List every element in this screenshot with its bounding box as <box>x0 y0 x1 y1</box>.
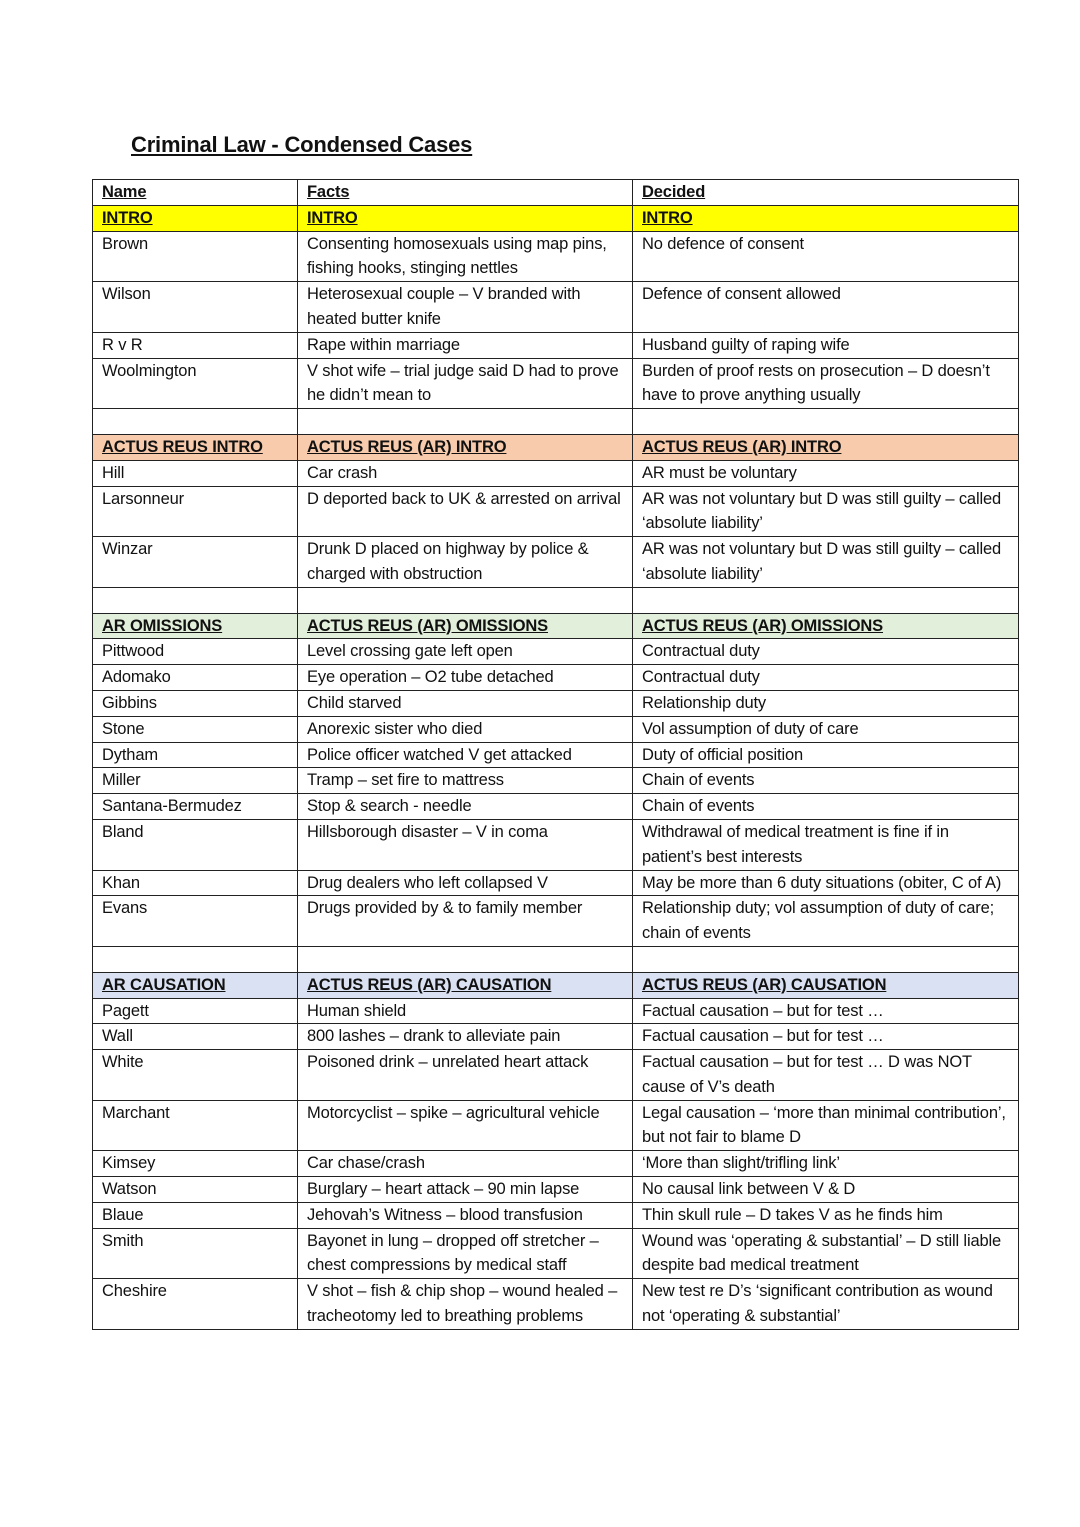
case-decided: Chain of events <box>633 794 1019 820</box>
case-name: Watson <box>93 1177 298 1203</box>
spacer-row <box>93 409 1019 435</box>
case-row <box>93 716 1019 742</box>
case-facts: Eye operation – O2 tube detached <box>298 665 633 691</box>
case-facts: Police officer watched V get attacked <box>298 742 633 768</box>
case-decided: Contractual duty <box>633 639 1019 665</box>
case-facts: Drug dealers who left collapsed V <box>298 870 633 896</box>
case-decided: Chain of events <box>633 768 1019 794</box>
case-name: Wilson <box>93 282 298 333</box>
case-facts: Drugs provided by & to family member <box>298 896 633 947</box>
empty-cell <box>633 946 1019 972</box>
case-name: Hill <box>93 460 298 486</box>
case-name: R v R <box>93 332 298 358</box>
case-facts: Stop & search - needle <box>298 794 633 820</box>
case-row <box>93 282 1019 333</box>
case-row <box>93 1100 1019 1151</box>
cases-table <box>92 179 1019 1330</box>
case-facts: Heterosexual couple – V branded with heated butter knife <box>298 282 633 333</box>
case-name: Kimsey <box>93 1151 298 1177</box>
case-row <box>93 1202 1019 1228</box>
case-facts: Car chase/crash <box>298 1151 633 1177</box>
case-decided: Relationship duty <box>633 690 1019 716</box>
case-name: Winzar <box>93 537 298 588</box>
case-decided: Contractual duty <box>633 665 1019 691</box>
case-facts: Child starved <box>298 690 633 716</box>
case-row <box>93 1228 1019 1279</box>
section-header-decided: INTRO <box>633 205 1019 231</box>
section-header-row <box>93 434 1019 460</box>
case-row <box>93 742 1019 768</box>
section-header-name: AR OMISSIONS <box>93 613 298 639</box>
case-facts: Anorexic sister who died <box>298 716 633 742</box>
case-facts: Motorcyclist – spike – agricultural vehicle <box>298 1100 633 1151</box>
case-row <box>93 1177 1019 1203</box>
case-facts: V shot wife – trial judge said D had to prove he didn’t mean to <box>298 358 633 409</box>
empty-cell <box>93 946 298 972</box>
case-facts: Human shield <box>298 998 633 1024</box>
case-name: Khan <box>93 870 298 896</box>
case-row <box>93 231 1019 282</box>
empty-cell <box>298 587 633 613</box>
case-facts: Level crossing gate left open <box>298 639 633 665</box>
section-header-decided: ACTUS REUS (AR) OMISSIONS <box>633 613 1019 639</box>
case-name: Woolmington <box>93 358 298 409</box>
case-decided: No defence of consent <box>633 231 1019 282</box>
case-row <box>93 639 1019 665</box>
case-decided: Thin skull rule – D takes V as he finds him <box>633 1202 1019 1228</box>
case-decided: Vol assumption of duty of care <box>633 716 1019 742</box>
case-row <box>93 768 1019 794</box>
empty-cell <box>633 587 1019 613</box>
section-header-name: ACTUS REUS INTRO <box>93 434 298 460</box>
case-decided: Defence of consent allowed <box>633 282 1019 333</box>
case-name: Miller <box>93 768 298 794</box>
section-header-decided: ACTUS REUS (AR) CAUSATION <box>633 972 1019 998</box>
section-header-row <box>93 972 1019 998</box>
case-facts: Rape within marriage <box>298 332 633 358</box>
case-name: Stone <box>93 716 298 742</box>
case-name: Brown <box>93 231 298 282</box>
case-name: Dytham <box>93 742 298 768</box>
case-facts: Burglary – heart attack – 90 min lapse <box>298 1177 633 1203</box>
case-decided: Factual causation – but for test … <box>633 1024 1019 1050</box>
case-row <box>93 896 1019 947</box>
case-decided: AR must be voluntary <box>633 460 1019 486</box>
empty-cell <box>93 587 298 613</box>
case-row <box>93 1279 1019 1330</box>
section-header-row <box>93 205 1019 231</box>
case-decided: Legal causation – ‘more than minimal contribution’, but not fair to blame D <box>633 1100 1019 1151</box>
case-name: Evans <box>93 896 298 947</box>
case-row <box>93 537 1019 588</box>
case-decided: New test re D’s ‘significant contribution as wound not ‘operating & substantial’ <box>633 1279 1019 1330</box>
case-row <box>93 819 1019 870</box>
case-row <box>93 794 1019 820</box>
case-facts: Car crash <box>298 460 633 486</box>
case-facts: Bayonet in lung – dropped off stretcher – chest compressions by medical staff <box>298 1228 633 1279</box>
case-row <box>93 998 1019 1024</box>
case-row <box>93 1024 1019 1050</box>
empty-cell <box>298 409 633 435</box>
section-header-facts: ACTUS REUS (AR) OMISSIONS <box>298 613 633 639</box>
case-decided: Relationship duty; vol assumption of duty of care; chain of events <box>633 896 1019 947</box>
case-facts: V shot – fish & chip shop – wound healed – tracheotomy led to breathing problems <box>298 1279 633 1330</box>
case-facts: Drunk D placed on highway by police & charged with obstruction <box>298 537 633 588</box>
case-row <box>93 1151 1019 1177</box>
case-decided: No causal link between V & D <box>633 1177 1019 1203</box>
column-header-facts: Facts <box>298 180 633 206</box>
case-row <box>93 1050 1019 1101</box>
case-decided: Burden of proof rests on prosecution – D doesn’t have to prove anything usually <box>633 358 1019 409</box>
case-facts: D deported back to UK & arrested on arrival <box>298 486 633 537</box>
case-name: Pagett <box>93 998 298 1024</box>
column-header-name: Name <box>93 180 298 206</box>
case-facts: Tramp – set fire to mattress <box>298 768 633 794</box>
section-header-facts: INTRO <box>298 205 633 231</box>
case-name: Adomako <box>93 665 298 691</box>
case-name: Wall <box>93 1024 298 1050</box>
case-facts: Hillsborough disaster – V in coma <box>298 819 633 870</box>
case-name: Smith <box>93 1228 298 1279</box>
section-header-facts: ACTUS REUS (AR) CAUSATION <box>298 972 633 998</box>
empty-cell <box>93 409 298 435</box>
empty-cell <box>298 946 633 972</box>
case-decided: Duty of official position <box>633 742 1019 768</box>
case-row <box>93 332 1019 358</box>
case-decided: ‘More than slight/trifling link’ <box>633 1151 1019 1177</box>
case-name: Gibbins <box>93 690 298 716</box>
case-decided: Factual causation – but for test … D was NOT cause of V’s death <box>633 1050 1019 1101</box>
case-row <box>93 486 1019 537</box>
case-name: Marchant <box>93 1100 298 1151</box>
case-facts: 800 lashes – drank to alleviate pain <box>298 1024 633 1050</box>
case-facts: Jehovah’s Witness – blood transfusion <box>298 1202 633 1228</box>
spacer-row <box>93 946 1019 972</box>
case-name: Larsonneur <box>93 486 298 537</box>
case-name: Santana-Bermudez <box>93 794 298 820</box>
case-decided: May be more than 6 duty situations (obiter, C of A) <box>633 870 1019 896</box>
case-name: White <box>93 1050 298 1101</box>
section-header-name: AR CAUSATION <box>93 972 298 998</box>
case-decided: Husband guilty of raping wife <box>633 332 1019 358</box>
empty-cell <box>633 409 1019 435</box>
column-header-decided: Decided <box>633 180 1019 206</box>
case-name: Bland <box>93 819 298 870</box>
case-decided: Factual causation – but for test … <box>633 998 1019 1024</box>
case-decided: Withdrawal of medical treatment is fine if in patient’s best interests <box>633 819 1019 870</box>
case-name: Blaue <box>93 1202 298 1228</box>
document-title: Criminal Law - Condensed Cases <box>131 132 473 157</box>
section-header-facts: ACTUS REUS (AR) INTRO <box>298 434 633 460</box>
case-row <box>93 358 1019 409</box>
case-decided: AR was not voluntary but D was still guilty – called ‘absolute liability’ <box>633 537 1019 588</box>
case-name: Cheshire <box>93 1279 298 1330</box>
case-row <box>93 870 1019 896</box>
case-row <box>93 690 1019 716</box>
column-header-row <box>93 180 1019 206</box>
case-name: Pittwood <box>93 639 298 665</box>
case-row <box>93 665 1019 691</box>
case-decided: AR was not voluntary but D was still guilty – called ‘absolute liability’ <box>633 486 1019 537</box>
case-facts: Consenting homosexuals using map pins, fishing hooks, stinging nettles <box>298 231 633 282</box>
section-header-row <box>93 613 1019 639</box>
case-facts: Poisoned drink – unrelated heart attack <box>298 1050 633 1101</box>
case-decided: Wound was ‘operating & substantial’ – D still liable despite bad medical treatment <box>633 1228 1019 1279</box>
spacer-row <box>93 587 1019 613</box>
section-header-name: INTRO <box>93 205 298 231</box>
section-header-decided: ACTUS REUS (AR) INTRO <box>633 434 1019 460</box>
case-row <box>93 460 1019 486</box>
